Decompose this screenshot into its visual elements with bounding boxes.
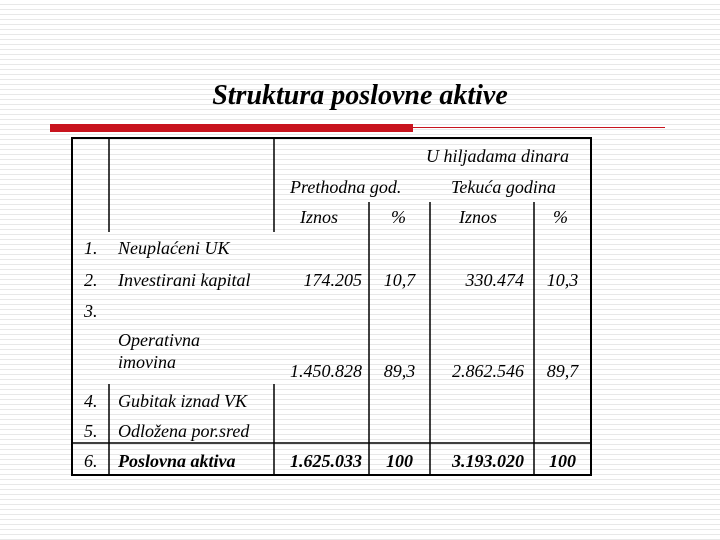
header-previous-year: Prethodna god. [290,177,402,197]
row-number: 5. [84,421,98,441]
prev-percent: 89,3 [383,361,416,381]
prev-amount-total: 1.625.033 [290,451,362,471]
row-label: Neuplaćeni UK [118,238,230,258]
row-label-total: Poslovna aktiva [118,451,236,471]
row-label: Odložena por.sred [118,421,250,441]
prev-amount: 174.205 [303,270,362,290]
slide-title: Struktura poslovne aktive [212,80,508,111]
curr-amount: 2.862.546 [452,361,524,381]
row-number: 2. [84,270,98,290]
row-label: Investirani kapital [118,270,251,290]
prev-amount: 1.450.828 [290,361,362,381]
prev-percent: 10,7 [383,270,416,290]
row-number: 3. [84,301,98,321]
curr-percent-total: 100 [549,451,576,471]
curr-percent: 89,7 [546,361,579,381]
subheader-curr-percent: % [553,207,568,227]
curr-percent: 10,3 [546,270,579,290]
curr-amount: 330.474 [465,270,524,290]
row-number: 6. [84,451,98,471]
unit-note: U hiljadama dinara [426,146,570,166]
prev-percent-total: 100 [386,451,413,471]
subheader-prev-percent: % [391,207,406,227]
header-current-year: Tekuća godina [451,177,556,197]
subheader-prev-amount: Iznos [300,207,339,227]
row-number: 1. [84,238,98,258]
row-label: Gubitak iznad VK [118,391,247,411]
curr-amount-total: 3.193.020 [452,451,524,471]
row-label-line2: imovina [118,352,176,372]
row-number: 4. [84,391,98,411]
row-label-line1: Operativna [118,330,200,350]
subheader-curr-amount: Iznos [459,207,498,227]
